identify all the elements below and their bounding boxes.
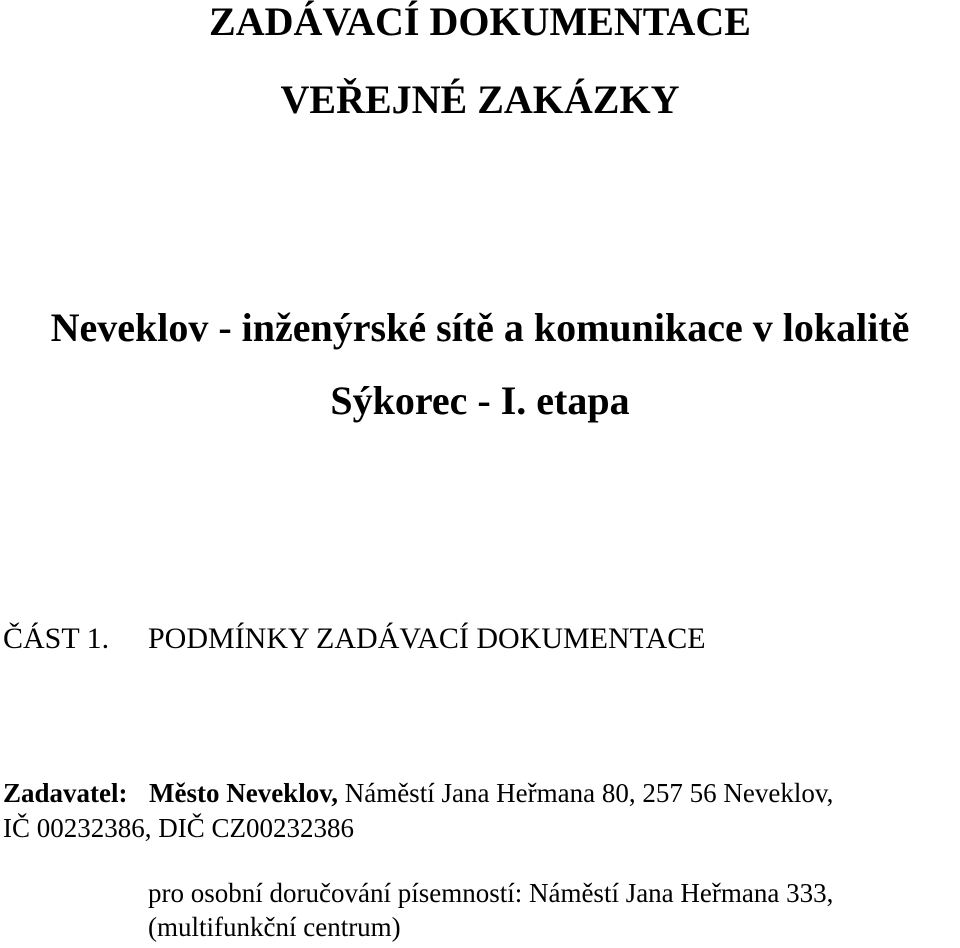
contracting-authority-line <box>3 780 833 807</box>
contracting-authority-name: Město Neveklov, <box>149 778 338 808</box>
delivery-address-line2: (multifunkční centrum) <box>148 912 401 942</box>
contract-subject-line1: Neveklov - inženýrské sítě a komunikace v lokalitě <box>50 305 910 350</box>
contract-subject-line2: Sýkorec - I. etapa <box>330 378 630 423</box>
document-title-line1: ZADÁVACÍ DOKUMENTACE <box>209 0 751 44</box>
contracting-authority-address: Náměstí Jana Heřmana 80, 257 56 Neveklov, <box>337 778 834 808</box>
contracting-authority-label: Zadavatel: <box>3 778 128 808</box>
part-title: PODMÍNKY ZADÁVACÍ DOKUMENTACE <box>148 622 706 655</box>
contracting-authority-ids: IČ 00232386, DIČ CZ00232386 <box>3 813 354 843</box>
part-number: ČÁST 1. <box>3 622 110 655</box>
document-title-line2: VEŘEJNÉ ZAKÁZKY <box>280 77 680 122</box>
delivery-address-line1: pro osobní doručování písemností: Náměstí Jana Heřmana 333, <box>148 878 834 908</box>
